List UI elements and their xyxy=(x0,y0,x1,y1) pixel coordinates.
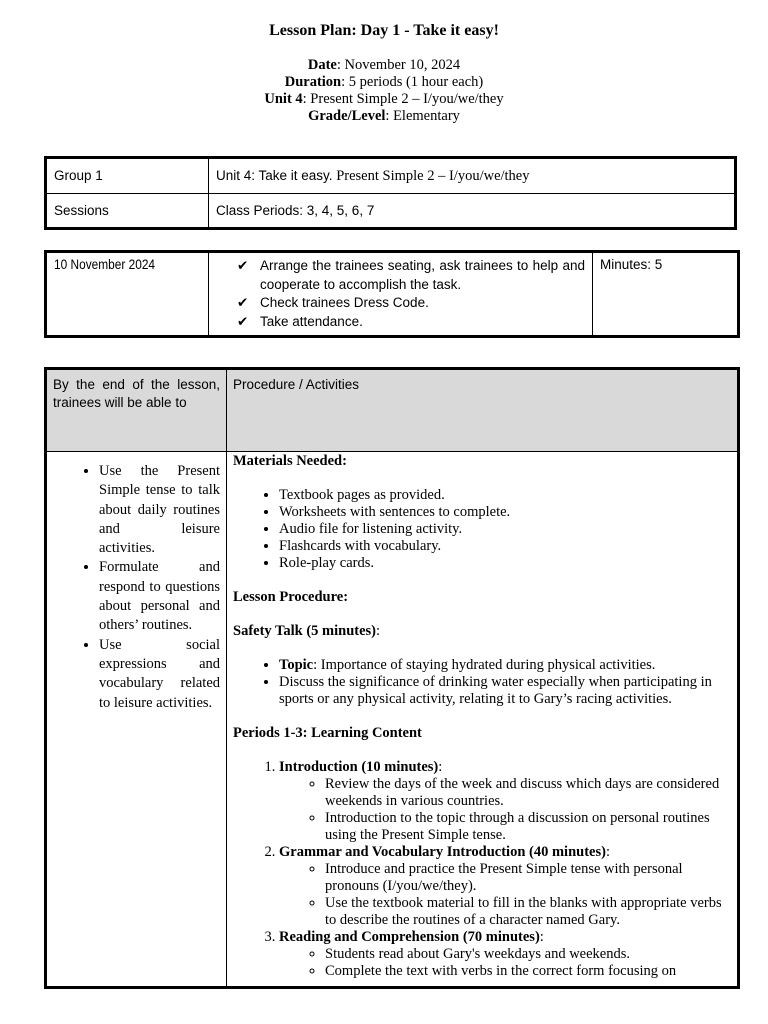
list-item: • Discuss the significance of drinking water especially when participating in sports or any physical activity, relating it to Gary’s racing activities. xyxy=(279,674,731,708)
list-item: • Worksheets with sentences to complete. xyxy=(279,504,731,521)
task-cell xyxy=(209,252,593,337)
list-item: • Use social expressions and vocabulary related to leisure activities. xyxy=(99,636,220,713)
list-item: • Formulate and respond to questions about personal and others’ routines. xyxy=(99,558,220,635)
sub-list xyxy=(279,946,731,980)
list-item: ◦ Introduction to the topic through a discussion on personal routines using the Present Simple tense. xyxy=(325,810,731,844)
list-item: ◦ Complete the text with verbs in the correct form focusing on xyxy=(325,963,731,980)
checkmark-icon: ✔ xyxy=(237,258,249,273)
list-item: • Role-play cards. xyxy=(279,555,731,572)
unit-cell: Unit 4: Take it easy. Present Simple 2 – I/you/we/they xyxy=(209,158,736,194)
list-item: ◦ Introduce and practice the Present Simple tense with personal pronouns (I/you/we/they). xyxy=(325,861,731,895)
list-item: ✔ Take attendance. xyxy=(237,313,585,332)
list-item: 2. Grammar and Vocabulary Introduction (40 minutes): ◦ Introduce and practice the Present Simple tense with personal pronouns (I/you/we/they). ◦ Use the textbook material to fill in the blanks with appropriate verbs to describe the routines of a character named Gary. xyxy=(279,844,731,929)
list-item: 3. Reading and Comprehension (70 minutes): ◦ Students read about Gary's weekdays and weekends. ◦ Complete the text with verbs in the correct form focusing on xyxy=(279,929,731,980)
unit-line: Unit 4: Present Simple 2 – I/you/we/they xyxy=(264,91,504,107)
page-title: Lesson Plan: Day 1 - Take it easy! xyxy=(269,22,499,39)
objectives-cell xyxy=(46,452,227,988)
table-row xyxy=(46,369,739,452)
sub-list xyxy=(279,861,731,929)
schedule-date: 10 November 2024 xyxy=(46,252,209,337)
list-item: ◦ Review the days of the week and discuss which days are considered weekends in various countries. xyxy=(325,776,731,810)
procedure-heading: Lesson Procedure: xyxy=(233,589,349,605)
lesson-meta xyxy=(0,57,768,125)
list-item: ✔ Arrange the trainees seating, ask trainees to help and cooperate to accomplish the task. xyxy=(237,258,585,292)
table-row xyxy=(46,252,739,337)
schedule-table xyxy=(44,250,740,338)
checkmark-icon: ✔ xyxy=(237,313,249,329)
minutes-cell: Minutes: 5 xyxy=(593,252,739,337)
materials-list xyxy=(233,487,731,572)
plan-table xyxy=(44,367,740,989)
grade-line: Grade/Level: Elementary xyxy=(308,108,460,124)
sub-list xyxy=(279,776,731,844)
list-item: • Topic: Importance of staying hydrated during physical activities. xyxy=(279,657,731,674)
safety-list xyxy=(233,657,731,708)
list-item: ◦ Students read about Gary's weekdays and weekends. xyxy=(325,946,731,963)
list-item: 1. Introduction (10 minutes): ◦ Review the days of the week and discuss which days are considered weekends in various countries. ◦ Introduction to the topic through a discussion on personal routines using the Present Simple tense. xyxy=(279,759,731,844)
table-row xyxy=(46,158,736,194)
list-item: • Use the Present Simple tense to talk about daily routines and leisure activities. xyxy=(99,462,220,558)
steps-list xyxy=(233,759,731,980)
duration-line: Duration: 5 periods (1 hour each) xyxy=(284,74,484,90)
list-item: • Textbook pages as provided. xyxy=(279,487,731,504)
sessions-value-cell: Class Periods: 3, 4, 5, 6, 7 xyxy=(209,194,736,229)
objectives-list xyxy=(53,462,220,713)
procedure-header: Procedure / Activities xyxy=(227,369,739,452)
objectives-header: By the end of the lesson, trainees will be able to xyxy=(46,369,227,452)
list-item: • Flashcards with vocabulary. xyxy=(279,538,731,555)
checkmark-icon: ✔ xyxy=(237,295,249,310)
table-row xyxy=(46,452,739,988)
list-item: • Audio file for listening activity. xyxy=(279,521,731,538)
sessions-label-cell: Sessions xyxy=(46,194,209,229)
table-row xyxy=(46,194,736,229)
list-item: ✔ Check trainees Dress Code. xyxy=(237,294,585,313)
group-cell: Group 1 xyxy=(46,158,209,194)
materials-heading: Materials Needed: xyxy=(233,453,347,469)
date-line: Date: November 10, 2024 xyxy=(307,57,461,73)
procedure-cell xyxy=(227,452,739,988)
safety-heading: Safety Talk (5 minutes): xyxy=(233,623,381,639)
task-list xyxy=(237,257,585,331)
list-item: ◦ Use the textbook material to fill in the blanks with appropriate verbs to describe the routines of a character named Gary. xyxy=(325,895,731,929)
info-table xyxy=(44,156,737,230)
periods-heading: Periods 1-3: Learning Content xyxy=(233,725,422,741)
